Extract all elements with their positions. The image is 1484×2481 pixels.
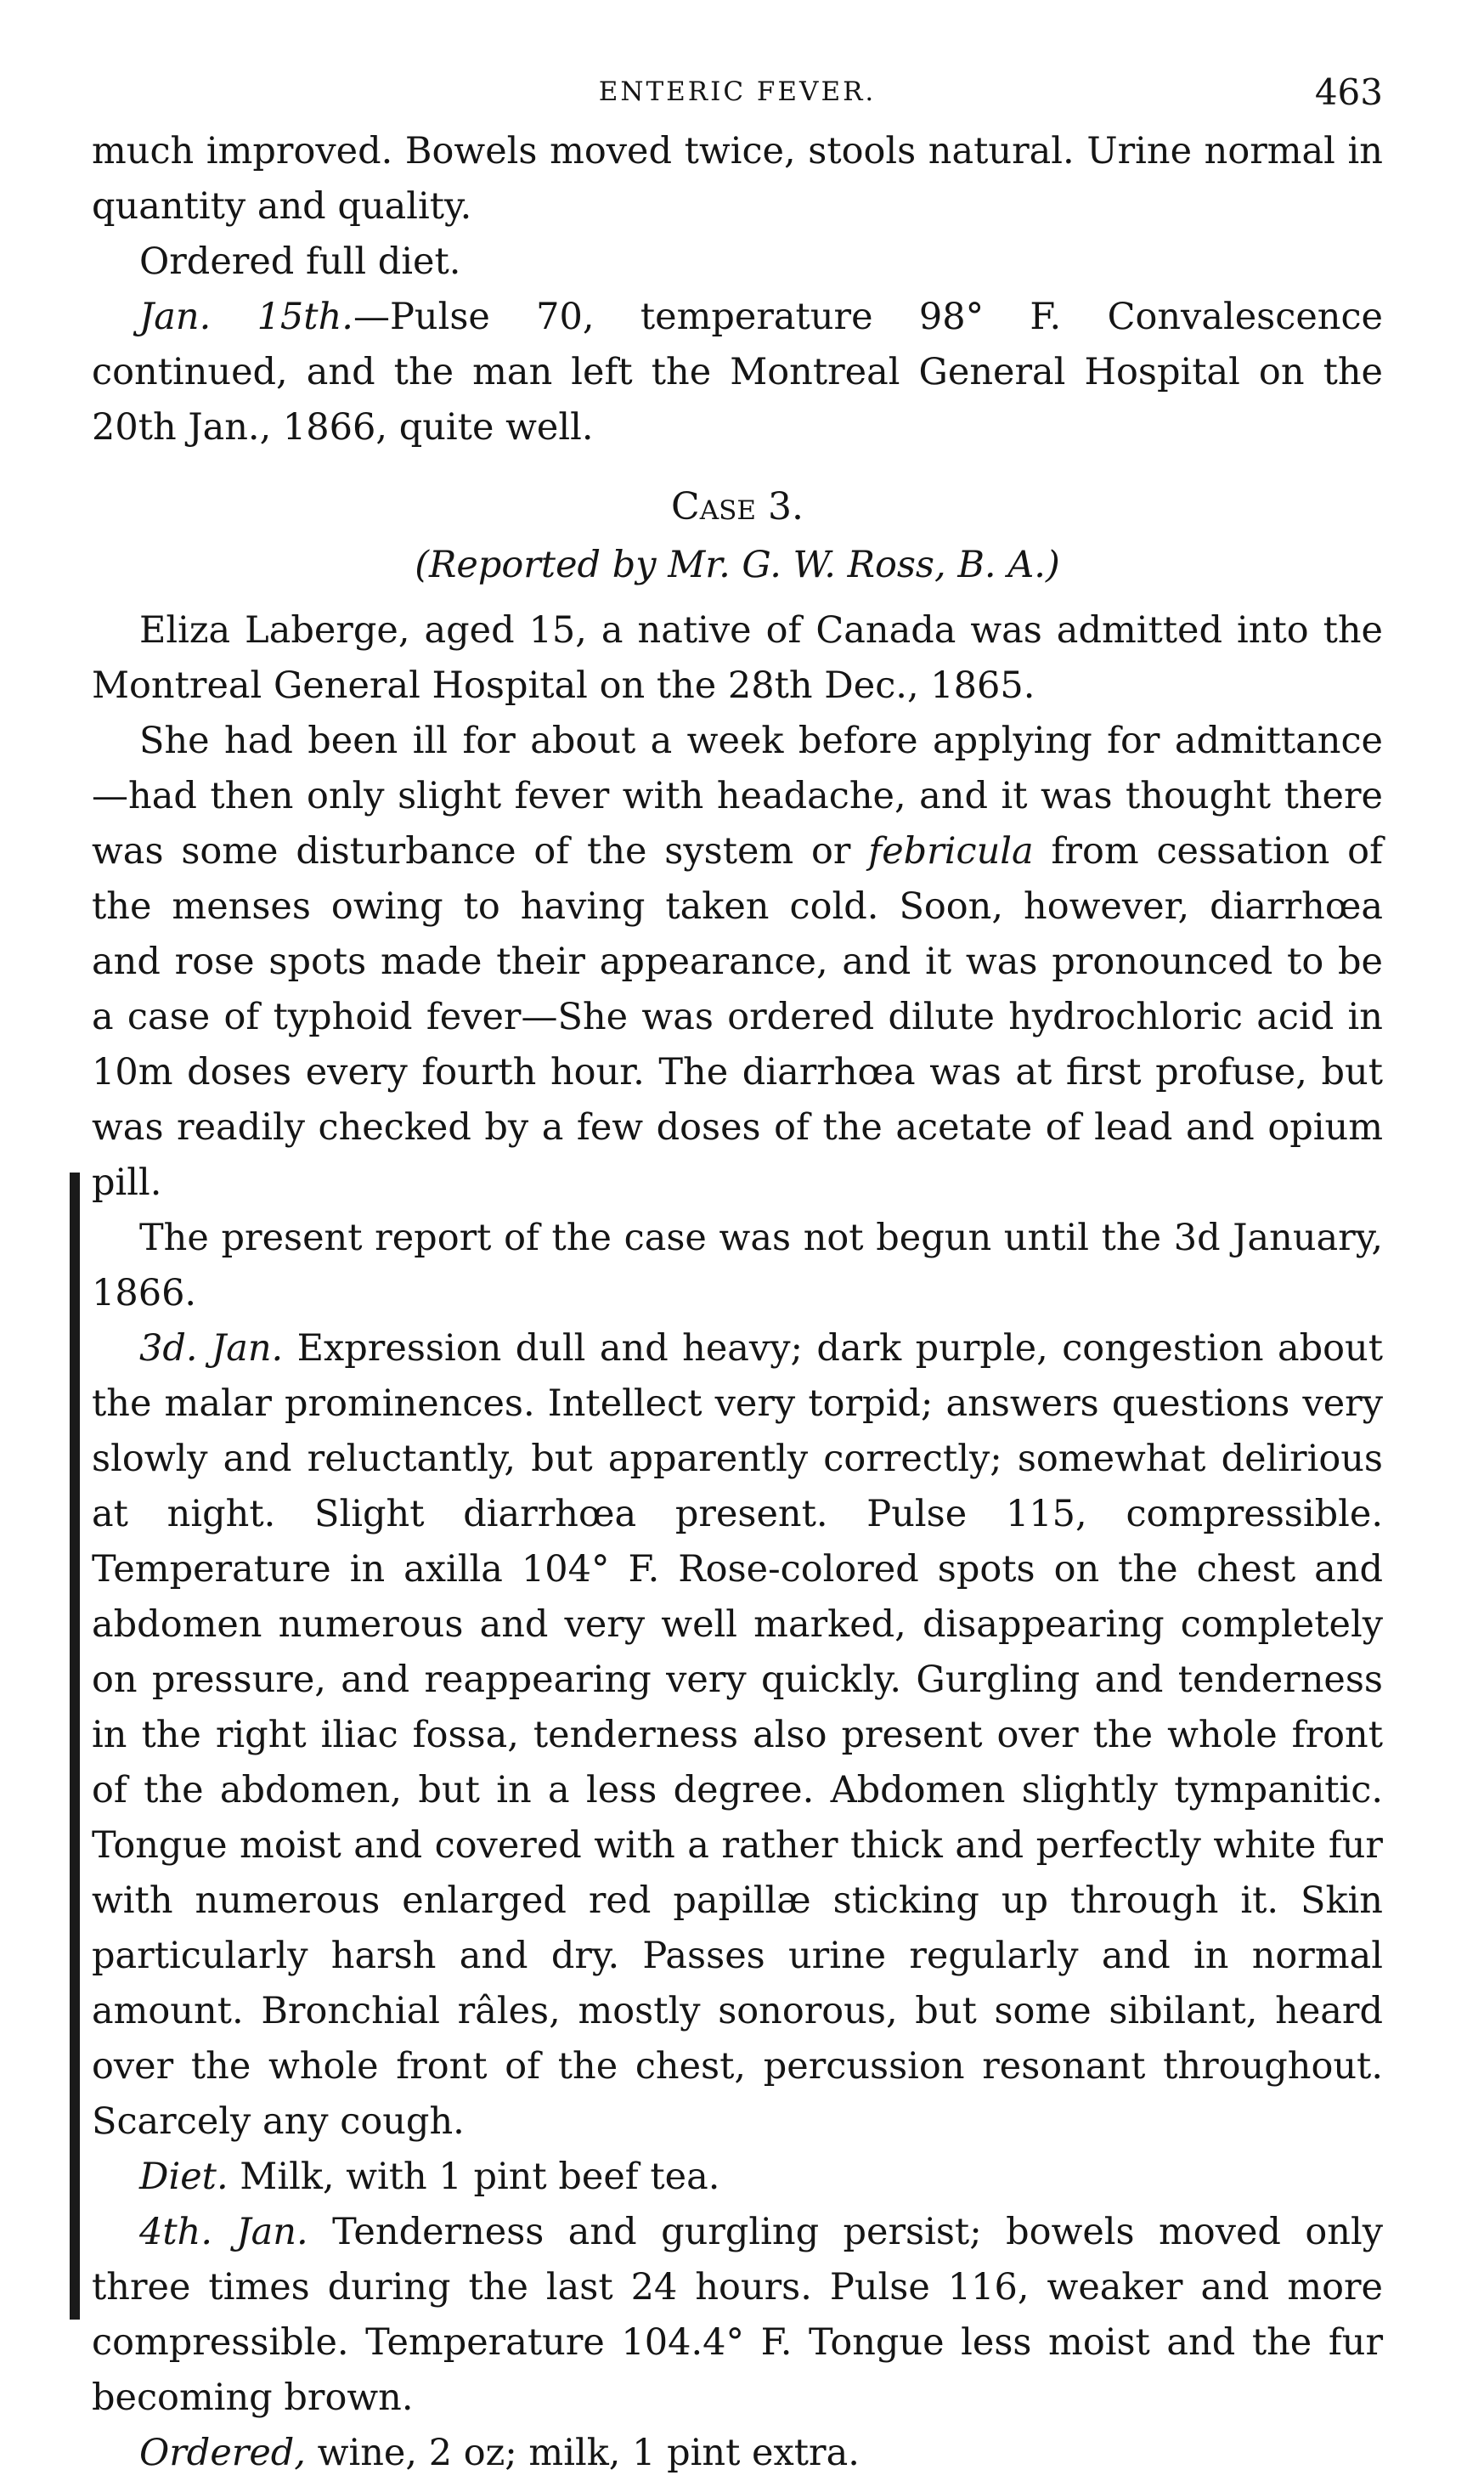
paragraph-text: She had been ill for about a week before applying for admittance—had then only slight fever with headache, and it was thought there was some disturbance of the system or: [92, 720, 1383, 873]
paragraph-text: Eliza Laberge, aged 15, a native of Canada was admitted into the Montreal General Hospital on the 28th Dec., 1865.: [92, 609, 1383, 707]
entry-label: Ordered,: [139, 2432, 306, 2474]
paragraph-text: The present report of the case was not begun until the 3d January, 1866.: [92, 1217, 1383, 1314]
paragraph-history: [92, 714, 1383, 1211]
margin-rule: [70, 1173, 80, 2320]
entry-label: Diet.: [139, 2156, 229, 2198]
entry-date: Jan. 15th.: [139, 296, 353, 338]
book-page: [92, 65, 1383, 2481]
italic-term: febricula: [868, 830, 1034, 873]
paragraph-text: Ordered full diet.: [139, 240, 461, 283]
page-number: 463: [1314, 71, 1383, 113]
paragraph-jan-4: [92, 2205, 1383, 2426]
case-reporter: [92, 538, 1383, 593]
paragraph-ordered: [92, 2426, 1383, 2481]
paragraph-jan-15: [92, 290, 1383, 455]
paragraph-text: from cessation of the menses owing to having taken cold. Soon, however, diarrhœa and rose spots made their appearance, and it was pronounced to be a case of typhoid fever—She was ordered dilute hydrochloric acid in 10m doses every fourth hour. The diarrhœa was at first profuse, but was readily checked by a few doses of the acetate of lead and opium pill.: [92, 830, 1383, 1204]
paragraph-continuation: [92, 124, 1383, 235]
paragraph-diet: [92, 2150, 1383, 2205]
paragraph-text: Tenderness and gurgling persist; bowels moved only three times during the last 24 hours. Pulse 116, weaker and more compressible. Temperature 104.4° F. Tongue less moist and the fur becoming brown.: [92, 2211, 1384, 2419]
case-heading: [92, 479, 1383, 534]
entry-date: 4th. Jan.: [139, 2211, 308, 2253]
entry-date: 3d. Jan.: [139, 1327, 284, 1370]
paragraph-report-start: [92, 1211, 1383, 1321]
paragraph-admission: [92, 603, 1383, 714]
case-title: Case 3.: [671, 485, 804, 528]
reporter-text: (Reported by Mr. G. W. Ross, B. A.): [415, 544, 1060, 586]
paragraph-diet-order: [92, 235, 1383, 290]
page-header: [92, 65, 1383, 124]
running-title: ENTERIC FEVER.: [598, 76, 877, 107]
paragraph-jan-3: [92, 1321, 1383, 2150]
paragraph-text: much improved. Bowels moved twice, stools natural. Urine normal in quantity and quality.: [92, 130, 1383, 228]
paragraph-text: Milk, with 1 pint beef tea.: [228, 2156, 720, 2198]
paragraph-text: —Pulse 70, temperature 98° F. Convalescence continued, and the man left the Montreal General Hospital on the 20th Jan., 1866, quite well.: [92, 296, 1383, 449]
paragraph-text: wine, 2 oz; milk, 1 pint extra.: [305, 2432, 860, 2474]
paragraph-text: Expression dull and heavy; dark purple, congestion about the malar prominences. Intellect very torpid; answers questions very slowly and reluctantly, but apparently correctly; somewhat delirious at night. Slight diarrhœa present. Pulse 115, compressible. Temperature in axilla 104° F. Rose-colored spots on the chest and abdomen numerous and very well marked, disappearing completely on pressure, and reappearing very quickly. Gurgling and tenderness in the right iliac fossa, tenderness also present over the whole front of the abdomen, but in a less degree. Abdomen slightly tympanitic. Tongue moist and covered with a rather thick and perfectly white fur with numerous enlarged red papillæ sticking up through it. Skin particularly harsh and dry. Passes urine regularly and in normal amount. Bronchial râles, mostly sonorous, but some sibilant, heard over the whole front of the chest, percussion resonant throughout. Scarcely any cough.: [92, 1327, 1383, 2143]
page-body: [92, 124, 1383, 2481]
